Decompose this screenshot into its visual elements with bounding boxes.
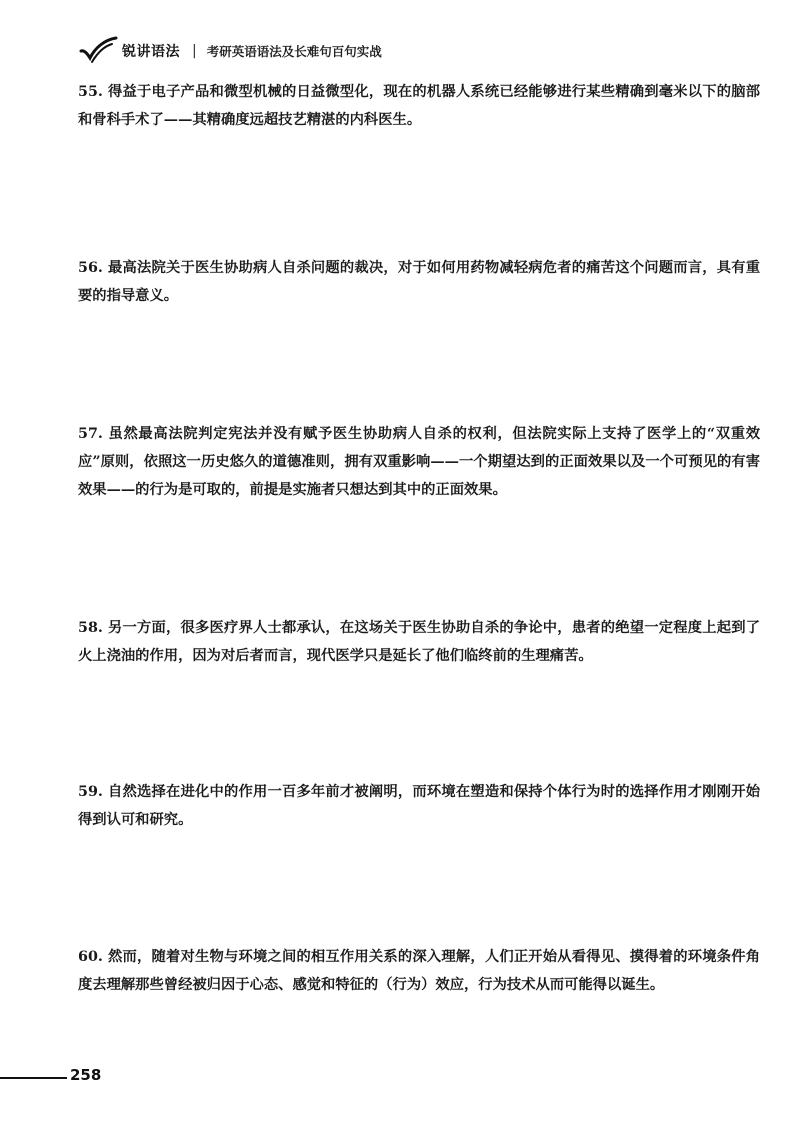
sentence-item: 59. 自然选择在进化中的作用一百多年前才被阐明，而环境在塑造和保持个体行为时的选择作用才刚刚开始得到认可和研究。 (78, 784, 760, 828)
page-footer (0, 1066, 101, 1084)
sentence-item: 55. 得益于电子产品和微型机械的日益微型化，现在的机器人系统已经能够进行某些精确到毫米以下的脑部和骨科手术了——其精确度远超技艺精湛的内科医生。 (78, 84, 760, 128)
footer-rule (0, 1077, 67, 1079)
book-title: 考研英语语法及长难句百句实战 (206, 44, 382, 59)
sentence-item: 56. 最高法院关于医生协助病人自杀问题的裁决，对于如何用药物减轻病危者的痛苦这个问题而言，具有重要的指导意义。 (78, 260, 760, 304)
running-header (78, 34, 382, 68)
sentence-item: 57. 虽然最高法院判定宪法并没有赋予医生协助病人自杀的权利，但法院实际上支持了医学上的“双重效应”原则，依照这一历史悠久的道德准则，拥有双重影响——一个期望达到的正面效果以及一个可预见的有害效果——的行为是可取的，前提是实施者只想达到其中的正面效果。 (78, 426, 760, 498)
brand-name: 锐讲语法 (122, 44, 180, 60)
sentence-item: 60. 然而，随着对生物与环境之间的相互作用关系的深入理解，人们正开始从看得见、摸得着的环境条件角度去理解那些曾经被归因于心态、感觉和特征的（行为）效应，行为技术从而可能得以诞生。 (78, 949, 760, 993)
checkmark-logo-icon (78, 36, 118, 66)
page-number: 258 (70, 1066, 102, 1084)
sentence-item: 58. 另一方面，很多医疗界人士都承认，在这场关于医生协助自杀的争论中，患者的绝望一定程度上起到了火上浇油的作用，因为对后者而言，现代医学只是延长了他们临终前的生理痛苦。 (78, 620, 760, 664)
header-separator: | (192, 43, 197, 59)
